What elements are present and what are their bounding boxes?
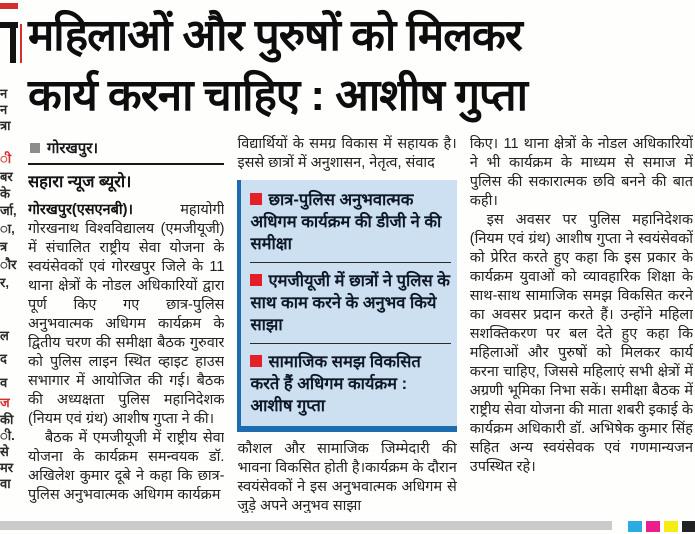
cropped-text: बर: [0, 169, 13, 184]
highlight-separator: [250, 262, 450, 263]
body-paragraph: इस अवसर पर पुलिस महानिदेशक (नियम एवं ग्रंथ) आशीष गुप्ता ने स्वयंसेवकों को प्रेरित करते हुए कहा कि इस प्रकार के कार्यक्रम युवाओं को व्यावहारिक शिक्षा के साथ-साथ सामाजिक समझ विकसित करने का अवसर प्रदान करते हैं। उन्होंने महिला सशक्तिकरण पर बल देते हुए कहा कि महिलाओं और पुरुषों को मिलकर कार्य करना चाहिए, जिससे महिलाएं सभी क्षेत्रों में अग्रणी भूमिका निभा सकें। समीक्षा बैठक में राष्ट्रीय सेवा योजना की माता शबरी इकाई के कार्यक्रम अधिकारी डॉ. अभिषेक कुमार सिंह सहित अन्य स्वयंसेवक एवं गणमान्यजन उपस्थित रहे।: [469, 212, 693, 475]
cropped-red-text: ज: [0, 395, 10, 410]
highlight-separator: [250, 343, 450, 344]
highlight-item: [250, 351, 450, 417]
cmyk-cyan-swatch: [628, 521, 642, 532]
dateline-text: गोरखपुर।: [47, 140, 99, 157]
body-paragraph: किए। 11 थाना क्षेत्रों के नोडल अधिकारियों ने भी कार्यक्रम के माध्यम से समाज में पुलिस की सकारात्मक छवि बनने की बात कही।: [469, 136, 693, 209]
paragraph-lead: गोरखपुर(एसएनबी)।: [28, 202, 133, 218]
bullet-square-icon: [250, 193, 262, 205]
article: [28, 6, 693, 513]
cropped-text: ौर: [0, 257, 17, 272]
cropped-red-text: ी: [0, 151, 12, 166]
highlight-item-text: सामाजिक समझ विकसित करते हैं अधिगम कार्यक्रम : आशीष गुप्ता: [250, 353, 421, 415]
highlight-item-text: एमजीयूजी में छात्रों ने पुलिस के साथ काम करने के अनुभव किये साझा: [250, 272, 450, 334]
cropped-text: न: [0, 86, 8, 101]
cropped-text: वा: [0, 476, 11, 491]
cropped-text: ा,: [0, 221, 15, 236]
cropped-text: ी.: [0, 428, 15, 443]
cropped-text: त्रा: [0, 118, 11, 133]
dateline-square-icon: [30, 143, 40, 153]
cropped-red-rule: [0, 3, 18, 9]
body-paragraph: बैठक में एमजीयूजी में राष्ट्रीय सेवा योजना के कार्यक्रम समन्वयक डॉ. अखिलेश कुमार दूबे ने कहा कि छात्र-पुलिस अनुभवात्मक अधिगम कार्यक्रम: [28, 430, 225, 503]
headline-line-2: कार्य करना चाहिए : आशीष गुप्ता: [28, 71, 528, 120]
cropped-red-glyph: [20, 24, 22, 63]
paragraph-text: महायोगी गोरखनाथ विश्वविद्यालय (एमजीयूजी) में संचालित राष्ट्रीय सेवा योजना के स्वयंसेवकों एवं गोरखपुर जिले के 11 थाना क्षेत्रों के नोडल अधिकारियों द्वारा पूर्ण किए गए छात्र-पुलिस अनुभवात्मक अधिगम कार्यक्रम के द्वितीय चरण की समीक्षा बैठक गुरुवार को पुलिस लाइन स्थित व्हाइट हाउस सभागार में आयोजित की गई। बैठक की अध्यक्षता पुलिस महानिदेशक (नियम एवं ग्रंथ) आशीष गुप्ता ने की।: [28, 202, 225, 427]
headline-line-1: महिलाओं और पुरुषों को मिलकर: [28, 11, 522, 60]
page-bottom-rule: [0, 521, 612, 530]
body-paragraph: [28, 201, 224, 429]
cropped-text: के: [0, 186, 10, 201]
cropped-text: की: [0, 412, 14, 427]
cropped-headline-glyph: [10, 26, 16, 63]
headline: [28, 6, 693, 126]
cropped-text: से: [0, 444, 9, 459]
cropped-text: व: [0, 375, 8, 390]
body-paragraph: कौशल और सामाजिक जिम्मेदारी की भावना विकसित होती है।कार्यक्रम के दौरान स्वयंसेवकों ने इस अनुभवात्मक अधिगम से जुड़े अपने अनुभव साझा: [237, 441, 457, 513]
cropped-text: र,: [0, 275, 9, 290]
bullet-square-icon: [250, 274, 262, 286]
cropped-text: न: [0, 102, 8, 117]
cropped-text: ल: [0, 328, 9, 343]
cmyk-black-swatch: [682, 521, 695, 532]
highlight-item-text: छात्र-पुलिस अनुभवात्मक अधिगम कार्यक्रम की डीजी ने की समीक्षा: [250, 191, 442, 253]
article-columns: [28, 135, 693, 513]
cmyk-magenta-swatch: [646, 521, 660, 532]
highlight-item: [250, 270, 450, 336]
cropped-text: मर: [0, 460, 14, 475]
highlight-box: [237, 180, 456, 432]
adjacent-column-strip: [0, 0, 26, 534]
column-2: [237, 135, 456, 513]
cmyk-yellow-swatch: [664, 521, 678, 532]
byline: सहारा न्यूज ब्यूरो।: [28, 173, 132, 191]
column-1: [28, 135, 224, 513]
cropped-text: द: [0, 351, 7, 366]
bullet-square-icon: [250, 355, 262, 367]
column-3: [470, 135, 693, 513]
body-paragraph: विद्यार्थियों के समग्र विकास में सहायक है। इससे छात्रों में अनुशासन, नेतृत्व, संवाद: [237, 136, 457, 171]
cropped-text: र्जा,: [0, 203, 17, 218]
highlight-item: [250, 189, 450, 255]
dateline: [28, 135, 224, 163]
cropped-text: त्र: [0, 239, 8, 254]
